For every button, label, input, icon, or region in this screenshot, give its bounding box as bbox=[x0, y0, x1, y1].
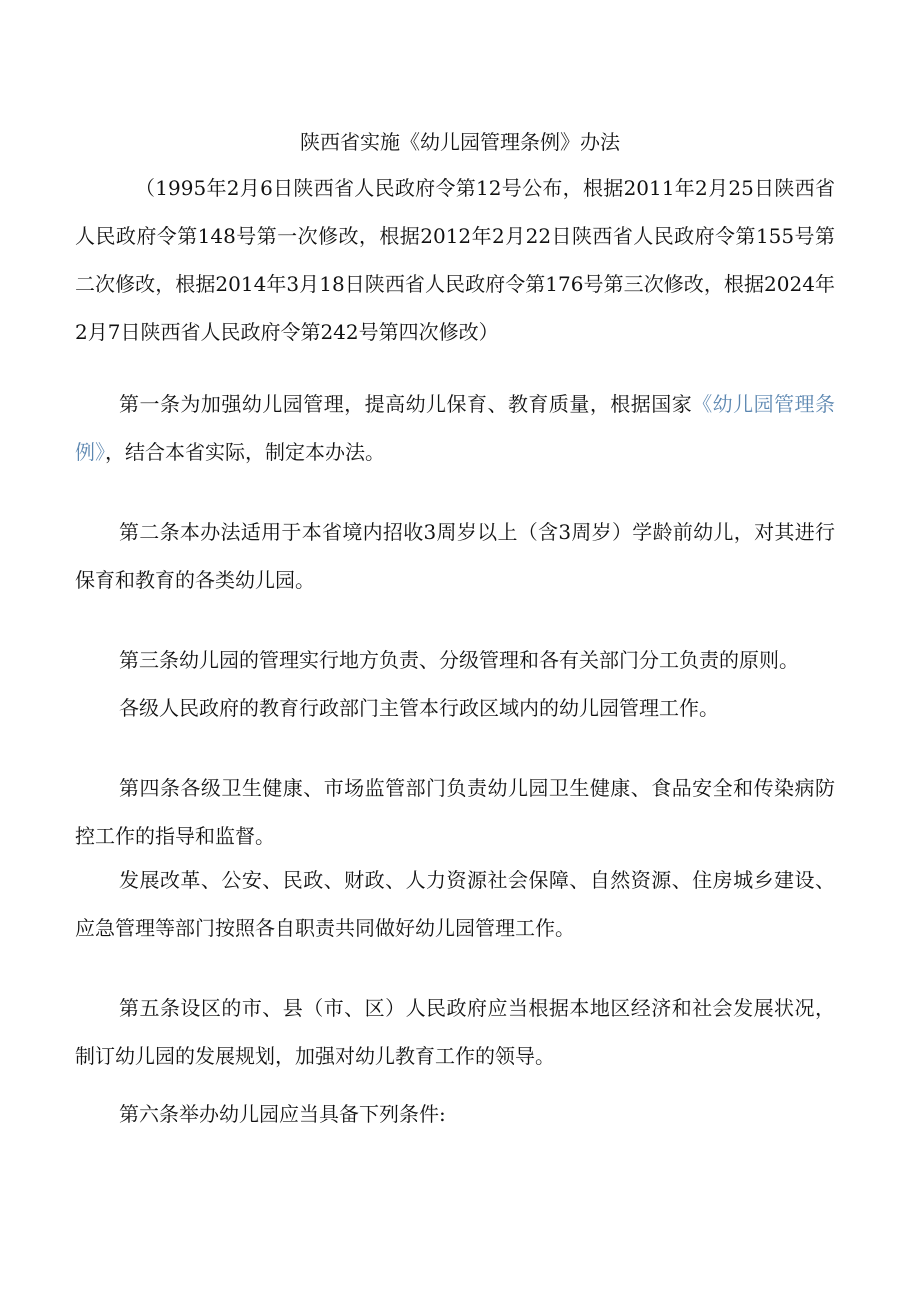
article-1-text-after: ，结合本省实际，制定本办法。 bbox=[105, 440, 385, 464]
article-3: 第三条幼儿园的管理实行地方负责、分级管理和各有关部门分工负责的原则。 bbox=[119, 648, 799, 672]
article-3-paragraph-2: 各级人民政府的教育行政部门主管本行政区域内的幼儿园管理工作。 bbox=[119, 696, 719, 720]
document-title: 陕西省实施《幼儿园管理条例》办法 bbox=[300, 130, 620, 154]
article-2: 第二条本办法适用于本省境内招收3周岁以上（含3周岁）学龄前幼儿，对其进行保育和教育的各类幼儿园。 bbox=[75, 520, 835, 592]
article-1 bbox=[75, 380, 835, 476]
article-4-paragraph-2: 发展改革、公安、民政、财政、人力资源社会保障、自然资源、住房城乡建设、应急管理等部门按照各自职责共同做好幼儿园管理工作。 bbox=[75, 868, 835, 940]
article-6: 第六条举办幼儿园应当具备下列条件: bbox=[119, 1102, 446, 1126]
article-5: 第五条设区的市、县（市、区）人民政府应当根据本地区经济和社会发展状况，制订幼儿园的发展规划，加强对幼儿教育工作的领导。 bbox=[75, 996, 835, 1068]
regulation-link[interactable]: 《幼儿园管理条例》 bbox=[75, 392, 836, 464]
document-preface: （1995年2月6日陕西省人民政府令第12号公布，根据2011年2月25日陕西省人民政府令第148号第一次修改，根据2012年2月22日陕西省人民政府令第155号第二次修改，根据2014年3月18日陕西省人民政府令第176号第三次修改，根据2024年2月7日陕西省人民政府令第242号第四次修改） bbox=[75, 176, 835, 344]
article-1-text-before: 第一条为加强幼儿园管理，提高幼儿保育、教育质量，根据国家 bbox=[119, 392, 693, 416]
article-4: 第四条各级卫生健康、市场监管部门负责幼儿园卫生健康、食品安全和传染病防控工作的指导和监督。 bbox=[75, 776, 835, 848]
